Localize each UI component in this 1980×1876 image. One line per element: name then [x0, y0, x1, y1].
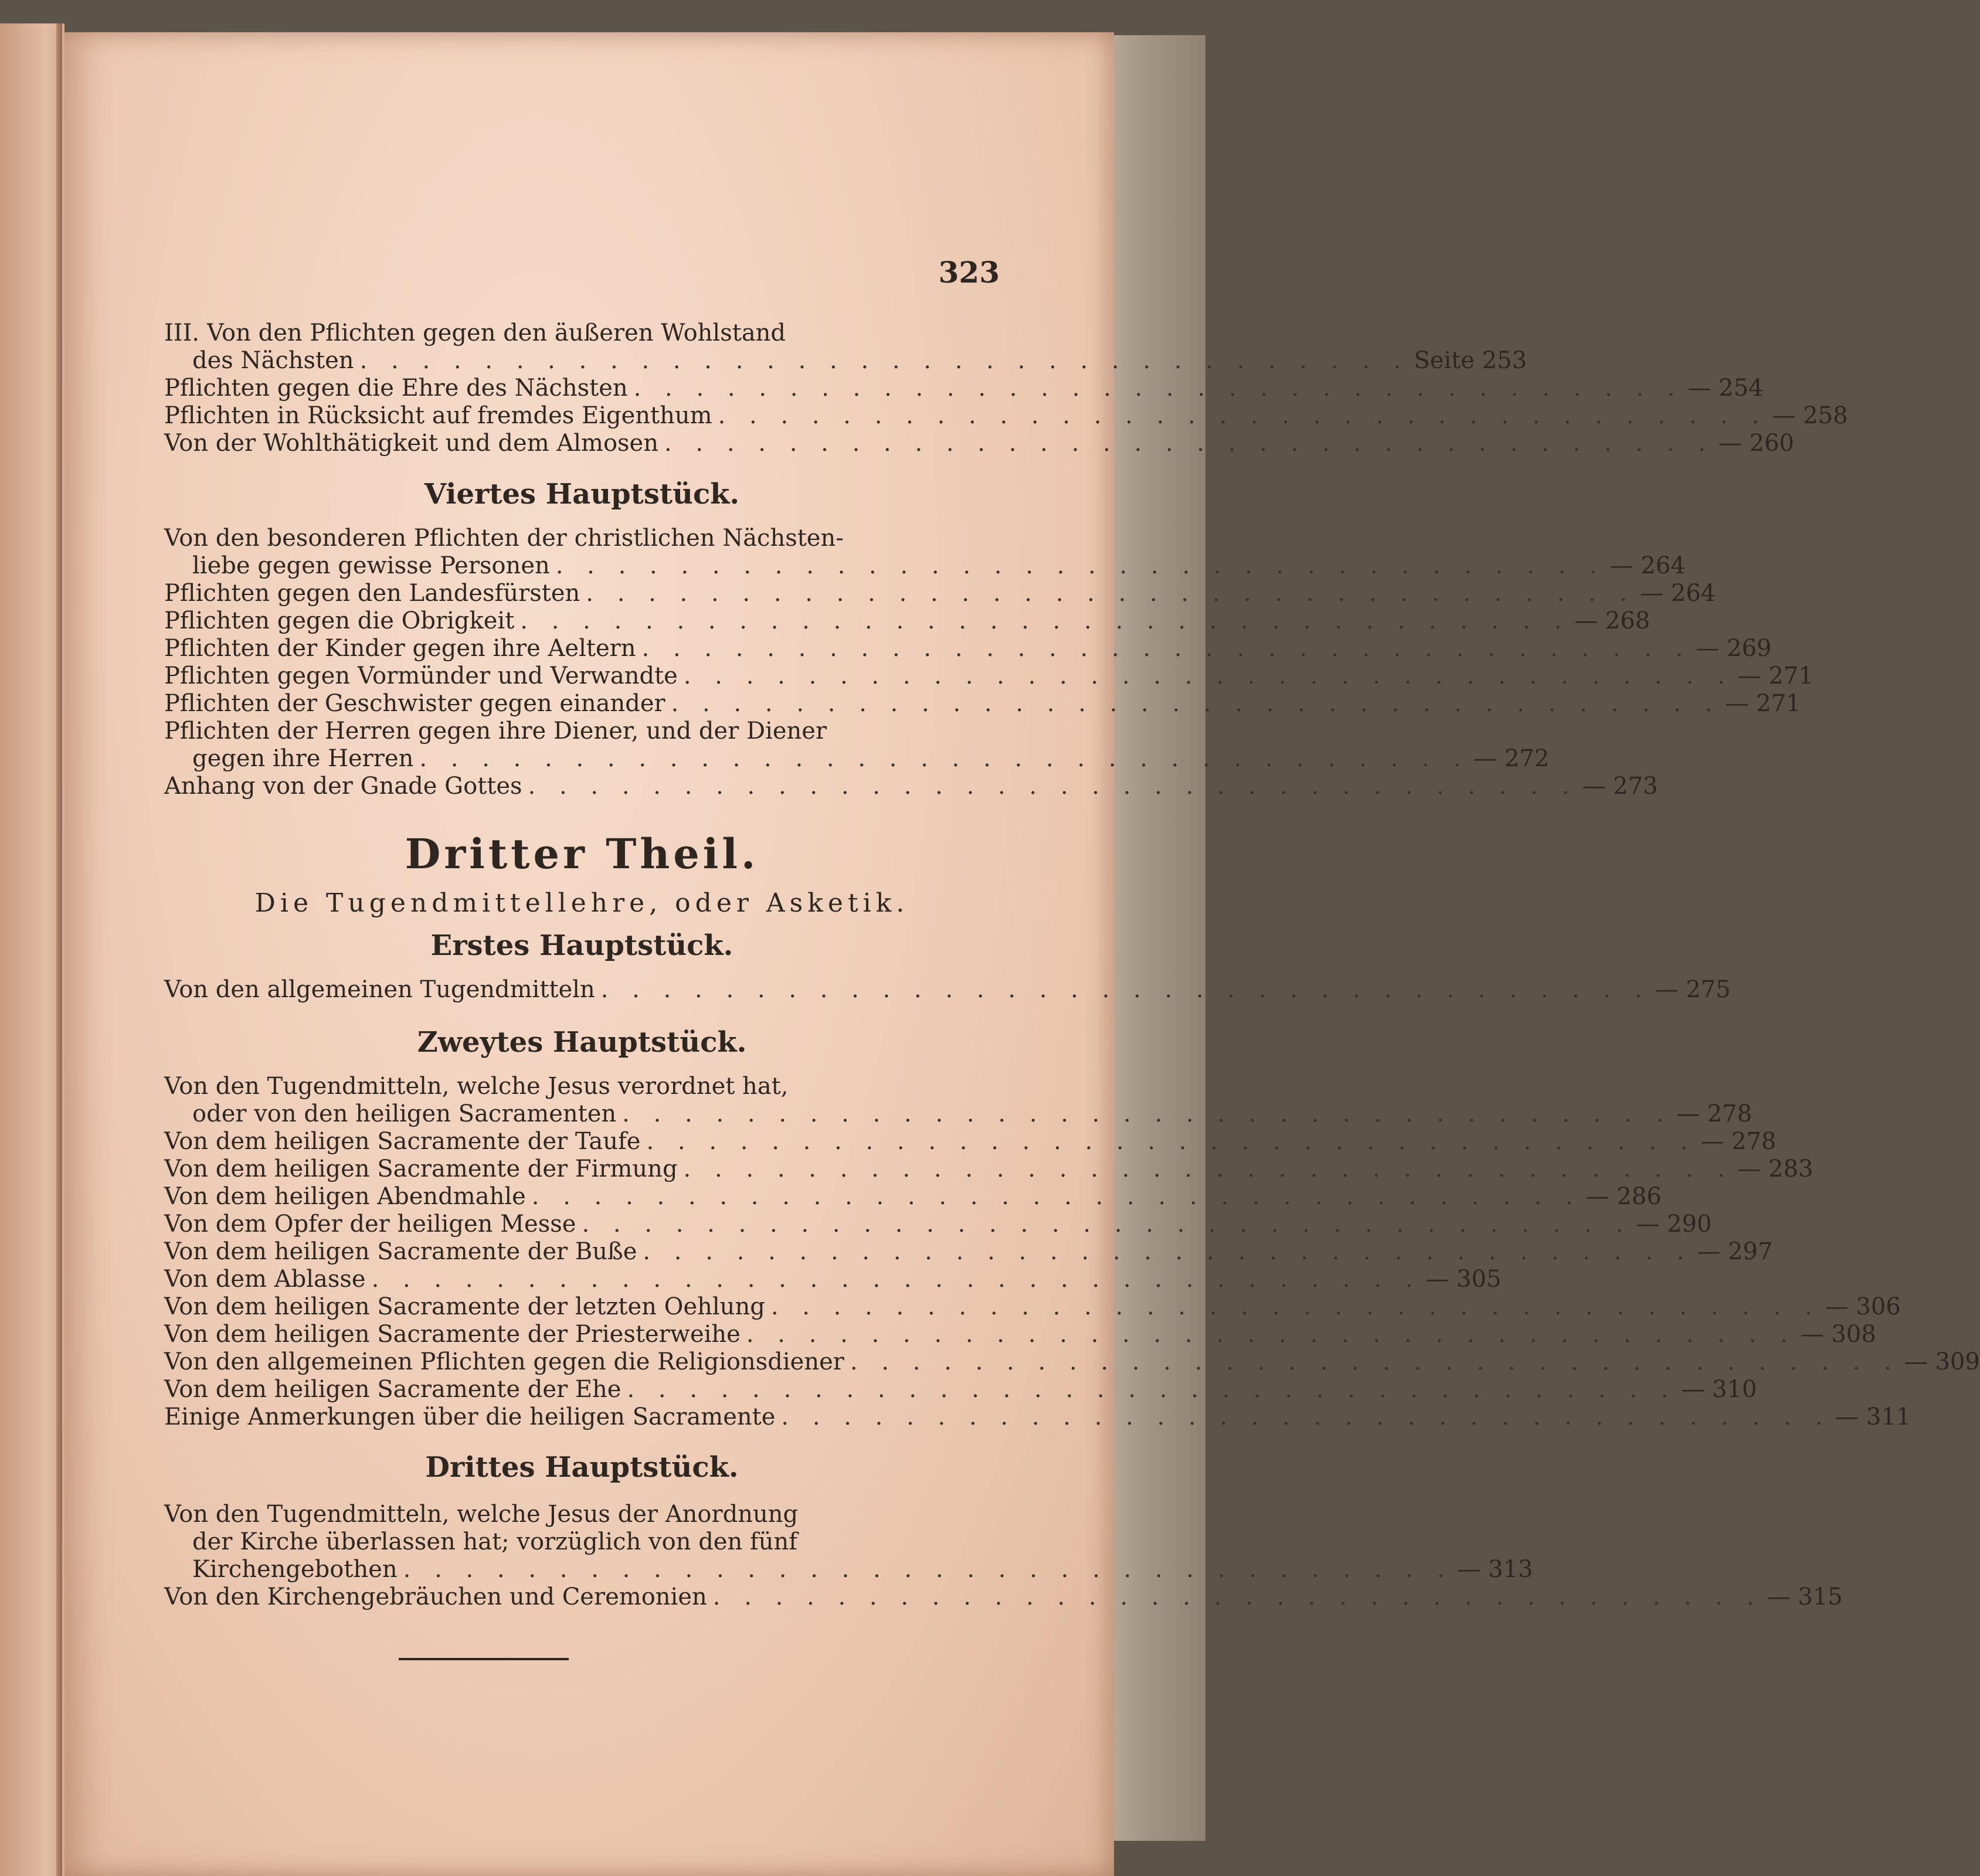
part-subtitle: Die Tugendmittellehre, oder Asketik.: [254, 888, 909, 918]
toc-entry: [164, 1100, 1753, 1128]
toc-entry: [164, 347, 1527, 375]
toc-entry-title: der Kirche überlassen hat; vorzüglich von den fünf: [192, 1528, 798, 1555]
dot-leader: . . . . . . . . . . . . . . . . . . . . . . . . . . . . . . . . . .: [528, 773, 1578, 800]
toc-entry: [164, 1348, 1980, 1376]
toc-entry: [164, 773, 1658, 800]
toc-entry-page: — 308: [1800, 1321, 1876, 1348]
toc-entry-title: Pflichten in Rücksicht auf fremdes Eigenthum: [164, 402, 712, 429]
toc-entry-page: — 254: [1687, 375, 1764, 402]
toc-entry-title: Von den Tugendmitteln, welche Jesus verordnet hat,: [164, 1073, 789, 1100]
dot-leader: . . . . . . . . . . . . . . . . . . . . . . . . . . . . . . . . . .: [586, 580, 1636, 607]
toc-entry-page: Seite 253: [1414, 347, 1527, 374]
toc-entry-page: — 273: [1582, 773, 1658, 800]
dot-leader: . . . . . . . . . . . . . . . . . . . . . . . . . . . . . . . . . .: [627, 1376, 1677, 1403]
toc-entry-title: Von den allgemeinen Tugendmitteln: [164, 976, 595, 1003]
toc-entry: [164, 1155, 1813, 1183]
toc-entry-page: — 309: [1904, 1348, 1980, 1375]
gutter: [56, 23, 62, 1876]
dot-leader: . . . . . . . . . . . . . . . . . . . . . . . . . . . . . . . . . .: [770, 1293, 1821, 1320]
dot-leader: . . . . . . . . . . . . . . . . . . . . . . . . . . . . . . . . . .: [683, 662, 1733, 689]
toc-entry-title: Von dem heiligen Abendmahle: [164, 1183, 526, 1210]
toc-entry-title: Von dem heiligen Sacramente der letzten Oehlung: [164, 1293, 765, 1320]
dot-leader: . . . . . . . . . . . . . . . . . . . . . . . . . . . . . . . . . .: [781, 1403, 1831, 1430]
heading-viertes-hauptstueck: Viertes Hauptstück.: [424, 478, 740, 511]
toc-entry-page: — 311: [1835, 1403, 1911, 1430]
toc-entry-title: Von dem heiligen Sacramente der Buße: [164, 1238, 637, 1265]
toc-entry-page: — 290: [1636, 1211, 1712, 1238]
toc-entry-page: — 264: [1609, 552, 1686, 579]
toc-entry-page: — 305: [1425, 1266, 1502, 1293]
toc-entry: [164, 1321, 1876, 1348]
toc-entry-title: Pflichten der Kinder gegen ihre Aeltern: [164, 635, 636, 662]
toc-entry: [164, 690, 1801, 718]
toc-entry-page: — 315: [1767, 1583, 1843, 1610]
heading-drittes-hauptstueck: Drittes Hauptstück.: [425, 1451, 739, 1484]
toc-entry-title: Von dem Ablasse: [164, 1266, 366, 1293]
toc-entry-title: Von dem heiligen Sacramente der Priesterweihe: [164, 1321, 741, 1348]
toc-entry-title: liebe gegen gewisse Personen: [192, 552, 550, 579]
toc-entry-page: — 264: [1640, 580, 1716, 607]
toc-entry: [164, 580, 1716, 607]
toc-entry-page: — 283: [1737, 1155, 1813, 1182]
dot-leader: . . . . . . . . . . . . . . . . . . . . . . . . . . . . . . . . . .: [419, 745, 1469, 772]
toc-entry-title: Von dem heiligen Sacramente der Firmung: [164, 1155, 678, 1182]
toc-entry: [164, 1128, 1777, 1155]
toc-entry-title: Von der Wohlthätigkeit und dem Almosen: [164, 430, 658, 457]
toc-entry-title: Pflichten der Herren gegen ihre Diener, und der Diener: [164, 718, 827, 745]
dot-leader: . . . . . . . . . . . . . . . . . . . . . . . . . . . . . . . . . .: [582, 1211, 1632, 1238]
toc-entry-page: — 271: [1725, 690, 1801, 717]
toc-entry: [164, 402, 1848, 430]
toc-entry: [164, 635, 1772, 662]
toc-entry-page: — 275: [1655, 976, 1731, 1003]
toc-drittes-hauptstueck: [164, 1501, 1843, 1611]
toc-entry: [164, 552, 1686, 580]
toc-entry-title: Einige Anmerkungen über die heiligen Sacramente: [164, 1403, 776, 1430]
toc-entry-title: Pflichten gegen die Ehre des Nächsten: [164, 375, 628, 402]
heading-erstes-hauptstueck: Erstes Hauptstück.: [430, 929, 733, 962]
toc-entry: [164, 1211, 1712, 1238]
toc-entry: [164, 430, 1794, 457]
toc-entry-title: Pflichten gegen die Obrigkeit: [164, 607, 515, 634]
toc-entry-title: Von dem Opfer der heiligen Messe: [164, 1211, 576, 1238]
toc-entry-page: — 297: [1697, 1238, 1773, 1265]
toc-entry: [164, 607, 1650, 635]
toc-entry-page: — 306: [1825, 1293, 1901, 1320]
dot-leader: . . . . . . . . . . . . . . . . . . . . . . . . . . . . . . . . . .: [646, 1128, 1696, 1155]
dot-leader: . . . . . . . . . . . . . . . . . . . . . . . . . . . . . . . . . .: [520, 607, 1570, 634]
toc-entry: [164, 1293, 1901, 1321]
toc-entry: [164, 1238, 1773, 1266]
closing-rule: [399, 1658, 569, 1660]
dot-leader: . . . . . . . . . . . . . . . . . . . . . . . . . . . . . . . . . .: [403, 1556, 1453, 1583]
toc-entry-page: — 278: [1676, 1100, 1753, 1127]
toc-entry: [164, 1403, 1911, 1431]
dot-leader: . . . . . . . . . . . . . . . . . . . . . . . . . . . . . . . . . .: [531, 1183, 1581, 1210]
toc-entry-title: Von dem heiligen Sacramente der Taufe: [164, 1128, 641, 1155]
toc-entry: [164, 375, 1764, 402]
toc-entry: [164, 1556, 1533, 1583]
toc-entry-title: oder von den heiligen Sacramenten: [192, 1100, 617, 1127]
dot-leader: . . . . . . . . . . . . . . . . . . . . . . . . . . . . . . . . . .: [683, 1155, 1733, 1182]
toc-entry-page: — 260: [1718, 430, 1794, 457]
toc-entry-title: gegen ihre Herren: [192, 745, 414, 772]
toc-entry: [164, 662, 1813, 690]
book-page: [64, 32, 1980, 1876]
dot-leader: . . . . . . . . . . . . . . . . . . . . . . . . . . . . . . . . . .: [641, 635, 1692, 662]
dot-leader: . . . . . . . . . . . . . . . . . . . . . . . . . . . . . . . . . .: [850, 1348, 1900, 1375]
dot-leader: . . . . . . . . . . . . . . . . . . . . . . . . . . . . . . . . . .: [633, 375, 1683, 402]
facing-page: [0, 23, 64, 1876]
dot-leader: . . . . . . . . . . . . . . . . . . . . . . . . . . . . . . . . . .: [746, 1321, 1796, 1348]
toc-entry-page: — 313: [1457, 1556, 1533, 1583]
toc-entry-title: des Nächsten: [192, 347, 354, 374]
toc-entry-page: — 271: [1737, 662, 1813, 689]
toc-entry-page: — 310: [1681, 1376, 1757, 1403]
toc-entry: [164, 1183, 1662, 1211]
toc-entry: [164, 976, 1731, 1004]
dot-leader: . . . . . . . . . . . . . . . . . . . . . . . . . . . . . . . . . .: [718, 402, 1768, 429]
page-number: 323: [938, 255, 1000, 290]
dot-leader: . . . . . . . . . . . . . . . . . . . . . . . . . . . . . . . . . .: [712, 1583, 1762, 1610]
toc-entry: [164, 1376, 1757, 1403]
dot-leader: . . . . . . . . . . . . . . . . . . . . . . . . . . . . . . . . . .: [643, 1238, 1693, 1265]
toc-entry: [164, 745, 1550, 773]
heading-zweytes-hauptstueck: Zweytes Hauptstück.: [417, 1026, 747, 1059]
toc-entry-page: — 269: [1696, 635, 1772, 662]
toc-entry-page: — 278: [1700, 1128, 1777, 1155]
toc-entry-title: Von den allgemeinen Pflichten gegen die Religionsdiener: [164, 1348, 844, 1375]
toc-entry-title: III. Von den Pflichten gegen den äußeren Wohlstand: [164, 320, 786, 346]
dot-leader: . . . . . . . . . . . . . . . . . . . . . . . . . . . . . . . . . .: [359, 347, 1410, 374]
dot-leader: . . . . . . . . . . . . . . . . . . . . . . . . . . . . . . . . . .: [622, 1100, 1672, 1127]
toc-entry-title: Pflichten der Geschwister gegen einander: [164, 690, 665, 717]
toc-entry-title: Von den besonderen Pflichten der christlichen Nächsten-: [164, 525, 844, 552]
toc-entry-title: Kirchengebothen: [192, 1556, 398, 1583]
toc-zweytes-hauptstueck: [164, 1073, 1980, 1431]
toc-entry-page: — 258: [1772, 402, 1848, 429]
toc-entry-title: Von den Kirchengebräuchen und Ceremonien: [164, 1583, 707, 1610]
dot-leader: . . . . . . . . . . . . . . . . . . . . . . . . . . . . . . . . . .: [664, 430, 1714, 457]
toc-entry-title: Pflichten gegen Vormünder und Verwandte: [164, 662, 678, 689]
toc-entry-page: — 268: [1574, 607, 1650, 634]
toc-entry-page: — 272: [1473, 745, 1550, 772]
toc-entry-title: Von den Tugendmitteln, welche Jesus der Anordnung: [164, 1501, 799, 1528]
dot-leader: . . . . . . . . . . . . . . . . . . . . . . . . . . . . . . . . . .: [555, 552, 1605, 579]
toc-entry: [164, 1583, 1843, 1611]
dot-leader: . . . . . . . . . . . . . . . . . . . . . . . . . . . . . . . . . .: [671, 690, 1721, 717]
part-title: Dritter Theil.: [405, 830, 759, 878]
toc-entry-page: — 286: [1585, 1183, 1662, 1210]
toc-section-iii: [164, 320, 1848, 457]
toc-entry-title: Pflichten gegen den Landesfürsten: [164, 580, 580, 607]
dot-leader: . . . . . . . . . . . . . . . . . . . . . . . . . . . . . . . . . .: [371, 1266, 1421, 1293]
dot-leader: . . . . . . . . . . . . . . . . . . . . . . . . . . . . . . . . . .: [600, 976, 1650, 1003]
toc-entry: [164, 1266, 1502, 1293]
toc-erstes-hauptstueck: [164, 976, 1731, 1004]
toc-entry-title: Von dem heiligen Sacramente der Ehe: [164, 1376, 621, 1403]
toc-viertes-hauptstueck: [164, 525, 1813, 800]
toc-entry-title: Anhang von der Gnade Gottes: [164, 773, 522, 800]
